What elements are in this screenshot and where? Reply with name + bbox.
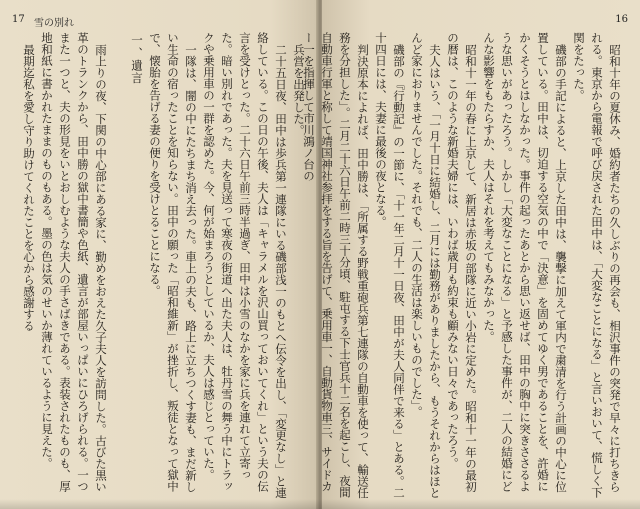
section-heading: 一、遺言: [130, 34, 144, 85]
right-paragraph-6: 判決原本によれば、田中勝は、「所属する野戦重砲兵第七連隊の自動車を使って、輸送任務を分担した」。二月二十六日午前二時三十分頃、駐屯する下士官兵十二名を起こし、夜間自動車行軍と称して靖国神社参拝をする旨を告げて、乗用車一、自動貨物車三、サイドカー一を指揮して市川鴻ノ台の: [302, 32, 370, 498]
right-page: [302, 0, 640, 509]
right-page-number: 16: [615, 14, 628, 25]
right-paragraph-3: 昭和十一年の春に上京して、新居は赤坂の部隊に近い小岩に定めた。昭和十一年の最初の暦は、このような新婚夫婦には、いわば歳月も約束も顧みない日々であったろう。: [446, 32, 478, 492]
right-paragraph-2: 磯部の手記によると、上京した田中は、襲撃に加えて軍内で粛清を行う計画の中心に位置している。田中は、切迫する空気の中で「決意」を固めてゆく男であることを、許婚にかくそうとはしなかった。事件の起ったあとから思い返せば、田中の胸中に突きささるような思いがあったろう。しかし「大変なことになる」と予感した事件が、二人の結婚にどんな影響をもたらすか、夫人はそれを考えてもみなかった。: [482, 32, 568, 492]
right-paragraph-5: 磯部の『行動記』の一節に、「十一年二月十一日夜、田中が夫人同伴で来る」とある。二十四日には、夫妻に最後の夜となる。: [374, 32, 406, 498]
left-section-paragraph-1: 雨上りの夜、下関の中心部にある家に、勤めをおえた久子夫人を訪問した。古びた黒い革のトランクから、田中勝の獄中書簡や色紙、遺言が部屋いっぱいにひろげられる。一つまた一つと、夫の形見をいとおしむような夫人の手さばきである。表装されたものも、厚地和紙に書かれたままのものもある。墨の色は気のせいか薄れているように見えた。: [40, 32, 108, 492]
right-paragraph-4: 夫人はいう、「一月十日に結婚し、二月には勤務がありましたから、もうそれからはほとんど家におりませんでした。それでも、二人の生活は楽しいものでした」。: [410, 32, 442, 498]
right-page-body: [302, 32, 624, 498]
left-page: [0, 0, 318, 509]
left-paragraph-3: 一隊は、闇の中にたちまち消え去った。車上の夫も、路上に立ちつくす妻も、まだ新しい生命の宿ったことを知らない。田中の願った「昭和維新」が挫折し、叛徒となって獄中で、懐胎を告げる妻の便りを受けとることになる。: [148, 32, 198, 492]
left-section-paragraph-2: 最期迄私を愛し守り助けてくれたことを心から感謝する: [22, 43, 36, 331]
running-title: 雪の別れ: [34, 18, 74, 29]
left-paragraph-2: 二十五日夜、田中は歩兵第一連隊にいる磯部浅一のもとへ伝令を出し、「変更なし」と連絡している。この日の午後、夫人は「キャラメルを沢山買っておいてくれ」という夫の伝言を受けとった。二十六日午前三時半過ぎ、田中は小雪のなかを家に兵を連れて立寄った。暗い別れであった。夫を見送って寒夜の街道へ出た夫人は、牡丹雪の舞う中にトラックや乗用車の一群を認めた。今、何が始まろうとしているか、夫人は感じとっていた。: [202, 32, 288, 498]
left-paragraph-1: 兵営を出発した。: [292, 43, 306, 136]
right-paragraph-1: 昭和十年の夏休み、婚約者たちの久しぶりの再会も、相沢事件の突発で早々に打ちきられる。東京から電報で呼び戻された田中は、「大変なことになる」と言いおいて、慌しく下関をたった。: [572, 32, 622, 498]
bottom-shadow: [0, 499, 640, 509]
left-page-number: 17: [12, 14, 25, 25]
left-page-body: [10, 32, 308, 498]
